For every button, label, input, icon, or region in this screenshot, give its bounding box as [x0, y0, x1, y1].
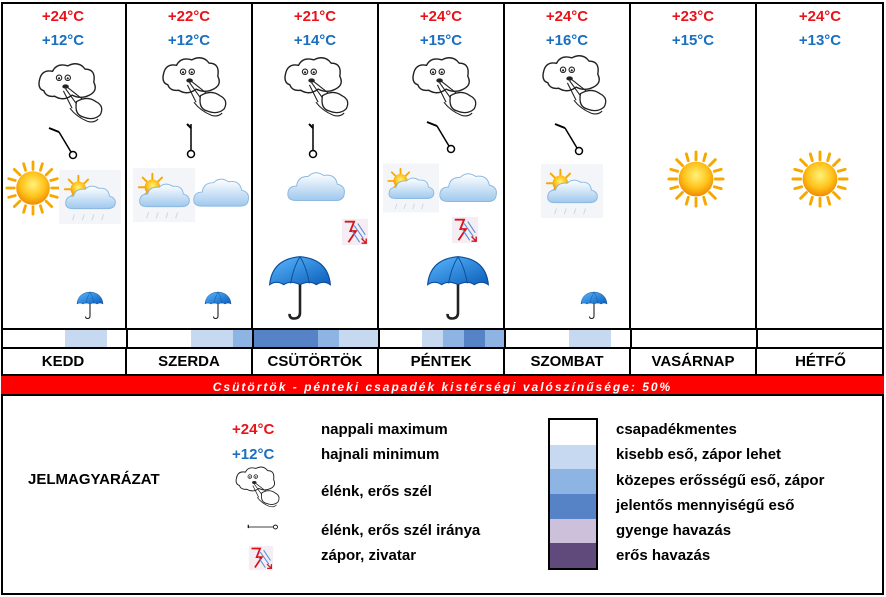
day-name: SZOMBAT	[505, 349, 631, 374]
min-temp: +15°C	[671, 32, 715, 49]
umbrella-icon	[579, 290, 609, 320]
scale-label: gyenge havazás	[616, 522, 732, 539]
day-name: SZERDA	[127, 349, 253, 374]
wind-direction-icon	[45, 122, 85, 162]
max-temp: +23°C	[671, 8, 715, 25]
legend-storm-icon	[248, 545, 274, 571]
cloud-icon	[191, 170, 251, 216]
day-column-kedd	[1, 2, 127, 328]
sun-icon	[667, 150, 725, 208]
wind-direction-icon	[423, 116, 463, 156]
min-temp: +13°C	[798, 32, 842, 49]
legend-min-sample: +12°C	[232, 446, 275, 463]
legend-storm-label: zápor, zivatar	[321, 547, 417, 564]
scale-swatch	[550, 469, 596, 494]
day-name: VASÁRNAP	[631, 349, 757, 374]
legend-wind-direction-icon	[246, 520, 280, 534]
day-name: KEDD	[1, 349, 127, 374]
min-temp: +12°C	[167, 32, 211, 49]
wind-icon	[157, 54, 233, 120]
scale-label: csapadékmentes	[616, 421, 737, 438]
precipitation-color-scale	[548, 418, 598, 570]
day-name: CSÜTÖRTÖK	[253, 349, 379, 374]
storm-icon	[451, 216, 479, 244]
day-column-hetfo	[757, 2, 883, 328]
wind-direction-icon	[297, 120, 337, 160]
day-name-row	[1, 349, 884, 374]
day-column-vasarnap	[631, 2, 757, 328]
scale-label: közepes erősségű eső, zápor	[616, 472, 825, 489]
umbrella-icon	[75, 290, 105, 320]
legend-min-label: hajnali minimum	[321, 446, 440, 463]
wind-icon	[537, 52, 613, 118]
precip-cell	[464, 330, 485, 347]
wind-icon	[33, 60, 109, 126]
day-column-pentek	[379, 2, 505, 328]
day-name: HÉTFŐ	[795, 353, 846, 370]
cloud-icon	[437, 164, 499, 212]
precip-cell	[254, 330, 318, 347]
sun-cloud-icon	[59, 166, 121, 228]
precip-cell	[191, 330, 233, 347]
sun-icon	[5, 160, 61, 216]
wind-direction-icon	[551, 118, 591, 158]
max-temp: +21°C	[293, 8, 337, 25]
scale-swatch	[550, 494, 596, 519]
day-column-szombat	[505, 2, 631, 328]
precip-cell	[318, 330, 339, 347]
legend-max-label: nappali maximum	[321, 421, 448, 438]
legend-wind-label: élénk, erős szél	[321, 483, 432, 500]
max-temp: +24°C	[545, 8, 589, 25]
max-temp: +24°C	[419, 8, 463, 25]
umbrella-icon	[265, 252, 335, 322]
scale-label: kisebb eső, zápor lehet	[616, 446, 782, 463]
sun-cloud-icon	[541, 160, 603, 222]
scale-label: jelentős mennyiségű eső	[616, 497, 795, 514]
precipitation-strip	[1, 328, 884, 349]
precip-cell	[65, 330, 107, 347]
scale-swatch	[550, 420, 596, 445]
max-temp: +24°C	[41, 8, 85, 25]
wind-direction-icon	[175, 120, 215, 160]
max-temp: +22°C	[167, 8, 211, 25]
scale-swatch	[550, 543, 596, 568]
scale-swatch	[550, 519, 596, 544]
precip-cell	[233, 330, 254, 347]
umbrella-icon	[203, 290, 233, 320]
sun-cloud-icon	[133, 164, 195, 226]
day-column-csutortok	[253, 2, 379, 328]
legend-wind-icon	[232, 464, 284, 510]
cloud-icon	[285, 162, 347, 212]
min-temp: +15°C	[419, 32, 463, 49]
precip-cell	[339, 330, 380, 347]
min-temp: +16°C	[545, 32, 589, 49]
precip-cell	[443, 330, 464, 347]
min-temp: +12°C	[41, 32, 85, 49]
legend-title: JELMAGYARÁZAT	[28, 471, 160, 488]
storm-icon	[341, 218, 369, 246]
precipitation-probability-banner: Csütörtök - pénteki csapadék kistérségi valószínűsége: 50%	[1, 374, 884, 396]
legend-wind-direction-label: élénk, erős szél iránya	[321, 522, 481, 539]
scale-label: erős havazás	[616, 547, 711, 564]
max-temp: +24°C	[798, 8, 842, 25]
wind-icon	[407, 54, 483, 120]
precip-cell	[485, 330, 506, 347]
umbrella-icon	[423, 252, 493, 322]
day-name: PÉNTEK	[379, 349, 505, 374]
precip-cell	[422, 330, 443, 347]
day-column-szerda	[127, 2, 253, 328]
wind-icon	[279, 54, 355, 120]
sun-cloud-icon	[383, 160, 439, 216]
scale-swatch	[550, 445, 596, 470]
min-temp: +14°C	[293, 32, 337, 49]
legend-max-sample: +24°C	[232, 421, 275, 438]
sun-icon	[791, 150, 849, 208]
precip-cell	[569, 330, 611, 347]
